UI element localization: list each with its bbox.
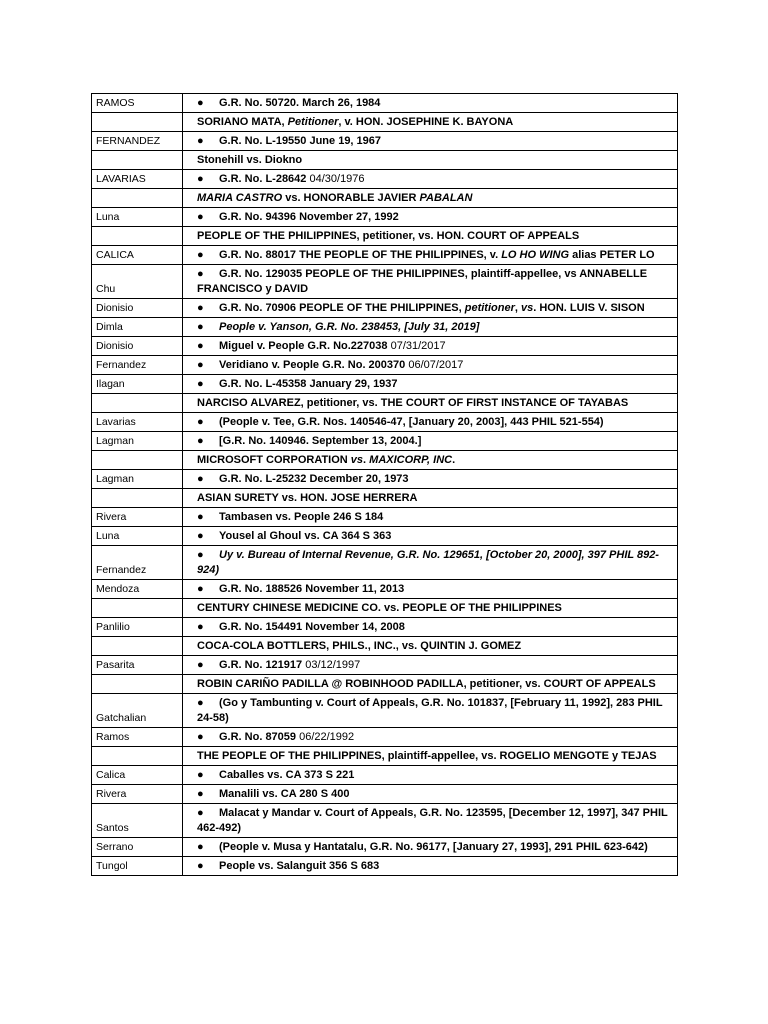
citation-text: (People v. Tee, G.R. Nos. 140546-47, [January 20, 2003], 443 PHIL 521-554) [219, 416, 604, 428]
citation-text: 07/31/2017 [390, 340, 446, 352]
assignee-name: Dionisio [92, 299, 183, 318]
table-row [92, 694, 678, 728]
table-row [92, 356, 678, 375]
table-row [92, 675, 678, 694]
case-citation [183, 94, 678, 113]
citation-text: vs. HONORABLE JAVIER [282, 192, 420, 204]
table-row [92, 546, 678, 580]
citation-text: COCA-COLA BOTTLERS, PHILS., INC., vs. QUINTIN J. GOMEZ [197, 640, 522, 652]
citation-text: G.R. No. L-28642 [219, 173, 310, 185]
assignee-name [92, 451, 183, 470]
table-row [92, 804, 678, 838]
case-citation [183, 170, 678, 189]
citation-text: G.R. No. 94396 November 27, 1992 [219, 211, 399, 223]
case-citation [183, 299, 678, 318]
assignee-name: Santos [92, 804, 183, 838]
citation-text: Miguel v. People G.R. No.227038 [219, 340, 391, 352]
table-row [92, 94, 678, 113]
citation-text: [G.R. No. 140946. September 13, 2004.] [219, 435, 422, 447]
assignee-name [92, 113, 183, 132]
assignee-name: Luna [92, 208, 183, 227]
assignee-name: Dionisio [92, 337, 183, 356]
citation-text: G.R. No. 87059 [219, 731, 300, 743]
bullet-icon: ● [197, 697, 204, 709]
assignee-name: FERNANDEZ [92, 132, 183, 151]
case-citation [183, 208, 678, 227]
assignee-name: Rivera [92, 785, 183, 804]
bullet-icon: ● [197, 378, 204, 390]
case-citation [183, 747, 678, 766]
bullet-icon: ● [197, 731, 204, 743]
bullet-icon: ● [197, 473, 204, 485]
case-citation [183, 246, 678, 265]
table-row [92, 785, 678, 804]
citation-text: , [514, 302, 521, 314]
citation-text: G.R. No. 188526 November 11, 2013 [219, 583, 405, 595]
citation-text: MARIA CASTRO [197, 192, 283, 204]
bullet-icon: ● [197, 340, 204, 352]
table-row [92, 375, 678, 394]
citation-text: G.R. No. L-19550 June 19, 1967 [219, 135, 382, 147]
citation-text: ASIAN SURETY vs. HON. JOSE HERRERA [197, 492, 418, 504]
citation-text: LO HO WING [501, 249, 570, 261]
citation-text: People vs. Salanguit 356 S 683 [219, 860, 380, 872]
citation-text: G.R. No. 50720. March 26, 1984 [219, 97, 381, 109]
bullet-icon: ● [197, 416, 204, 428]
assignee-name [92, 599, 183, 618]
case-citation [183, 508, 678, 527]
bullet-icon: ● [197, 249, 204, 261]
case-citation [183, 785, 678, 804]
table-row [92, 318, 678, 337]
bullet-icon: ● [197, 135, 204, 147]
assignee-name: LAVARIAS [92, 170, 183, 189]
citation-text: . [363, 454, 370, 466]
assignee-name [92, 489, 183, 508]
citation-text: People v. Yanson, G.R. No. 238453, [July 31, 2019] [219, 321, 480, 333]
assignee-name [92, 151, 183, 170]
citation-text: ROBIN CARIÑO PADILLA @ ROBINHOOD PADILLA, petitioner, vs. COURT OF APPEALS [197, 678, 656, 690]
bullet-icon: ● [197, 769, 204, 781]
bullet-icon: ● [197, 621, 204, 633]
assignee-name: CALICA [92, 246, 183, 265]
table-row [92, 189, 678, 208]
assignee-name [92, 675, 183, 694]
case-citation [183, 189, 678, 208]
table-row [92, 838, 678, 857]
table-row [92, 132, 678, 151]
bullet-icon: ● [197, 435, 204, 447]
table-row [92, 265, 678, 299]
bullet-icon: ● [197, 511, 204, 523]
assignee-name: RAMOS [92, 94, 183, 113]
case-citation [183, 580, 678, 599]
assignee-name: Ramos [92, 728, 183, 747]
table-row [92, 413, 678, 432]
citation-text: (People v. Musa y Hantatalu, G.R. No. 96177, [January 27, 1993], 291 PHIL 623-642) [219, 841, 648, 853]
assignee-name: Ilagan [92, 375, 183, 394]
case-citation [183, 113, 678, 132]
case-citation [183, 489, 678, 508]
bullet-icon: ● [197, 302, 204, 314]
table-row [92, 656, 678, 675]
citation-text: Petitioner [287, 116, 339, 128]
case-citation [183, 375, 678, 394]
assignee-name: Fernandez [92, 356, 183, 375]
case-citation [183, 728, 678, 747]
citation-text: petitioner [464, 302, 515, 314]
case-citation [183, 527, 678, 546]
table-row [92, 113, 678, 132]
table-row [92, 394, 678, 413]
bullet-icon: ● [197, 583, 204, 595]
citation-text: 06/22/1992 [299, 731, 355, 743]
bullet-icon: ● [197, 211, 204, 223]
assignee-name [92, 227, 183, 246]
case-citation [183, 413, 678, 432]
assignee-name: Luna [92, 527, 183, 546]
bullet-icon: ● [197, 97, 204, 109]
bullet-icon: ● [197, 659, 204, 671]
citation-text: THE PEOPLE OF THE PHILIPPINES, plaintiff-appellee, vs. ROGELIO MENGOTE y TEJAS [197, 750, 657, 762]
assignee-name: Mendoza [92, 580, 183, 599]
table-row [92, 337, 678, 356]
case-citation [183, 637, 678, 656]
bullet-icon: ● [197, 530, 204, 542]
citation-text: 06/07/2017 [408, 359, 464, 371]
bullet-icon: ● [197, 549, 204, 561]
case-citation [183, 337, 678, 356]
citation-text: PABALAN [419, 192, 473, 204]
table-row [92, 227, 678, 246]
citation-text: MICROSOFT CORPORATION [197, 454, 351, 466]
citation-text: G.R. No. 88017 THE PEOPLE OF THE PHILIPPINES, v. [219, 249, 502, 261]
case-citation [183, 656, 678, 675]
case-citation [183, 356, 678, 375]
case-citation [183, 599, 678, 618]
assignee-name: Lavarias [92, 413, 183, 432]
case-citation [183, 694, 678, 728]
table-row [92, 451, 678, 470]
assignee-name: Chu [92, 265, 183, 299]
citation-text: G.R. No. 154491 November 14, 2008 [219, 621, 405, 633]
table-row [92, 580, 678, 599]
assignee-name: Tungol [92, 857, 183, 876]
case-citation [183, 804, 678, 838]
table-row [92, 508, 678, 527]
citation-text: . HON. LUIS V. SISON [533, 302, 645, 314]
citation-text: alias PETER LO [569, 249, 655, 261]
citation-text: NARCISO ALVAREZ, petitioner, vs. THE COURT OF FIRST INSTANCE OF TAYABAS [197, 397, 629, 409]
citation-text: (Go y Tambunting v. Court of Appeals, G.R. No. 101837, [February 11, 1992], 283 PHIL 24-58) [197, 697, 663, 724]
citation-text: 04/30/1976 [309, 173, 365, 185]
citation-text: Manalili vs. CA 280 S 400 [219, 788, 350, 800]
assignee-name: Lagman [92, 432, 183, 451]
citation-text: vs [350, 454, 364, 466]
citation-text: G.R. No. 129035 PEOPLE OF THE PHILIPPINES, plaintiff-appellee, vs ANNABELLE FRANCISCO y DAVID [197, 268, 648, 295]
case-citation [183, 546, 678, 580]
citation-text: PEOPLE OF THE PHILIPPINES, petitioner, vs. HON. COURT OF APPEALS [197, 230, 580, 242]
table-row [92, 766, 678, 785]
assignee-name: Gatchalian [92, 694, 183, 728]
table-row [92, 527, 678, 546]
table-row [92, 489, 678, 508]
assignee-name: Dimla [92, 318, 183, 337]
case-citation [183, 618, 678, 637]
citation-text: G.R. No. L-25232 December 20, 1973 [219, 473, 409, 485]
citation-text: Tambasen vs. People 246 S 184 [219, 511, 384, 523]
bullet-icon: ● [197, 841, 204, 853]
case-citation [183, 318, 678, 337]
assignee-name: Fernandez [92, 546, 183, 580]
citation-text: G.R. No. 70906 PEOPLE OF THE PHILIPPINES, [219, 302, 465, 314]
assignee-name [92, 189, 183, 208]
table-row [92, 618, 678, 637]
table-row [92, 599, 678, 618]
citation-text: Veridiano v. People G.R. No. 200370 [219, 359, 409, 371]
citation-text: Yousel al Ghoul vs. CA 364 S 363 [219, 530, 392, 542]
bullet-icon: ● [197, 788, 204, 800]
case-table-body [92, 94, 678, 876]
case-assignment-table [91, 93, 678, 876]
case-citation [183, 132, 678, 151]
table-row [92, 857, 678, 876]
case-citation [183, 227, 678, 246]
assignee-name: Calica [92, 766, 183, 785]
bullet-icon: ● [197, 359, 204, 371]
citation-text: . [452, 454, 456, 466]
citation-text: Malacat y Mandar v. Court of Appeals, G.R. No. 123595, [December 12, 1997], 347 PHIL 462-492) [197, 807, 668, 834]
citation-text: Uy v. Bureau of Internal Revenue, G.R. No. 129651, [October 20, 2000], 397 PHIL 892-924) [197, 549, 659, 576]
case-citation [183, 675, 678, 694]
citation-text: Stonehill vs. Diokno [197, 154, 303, 166]
bullet-icon: ● [197, 173, 204, 185]
citation-text: G.R. No. 121917 [219, 659, 306, 671]
table-row [92, 470, 678, 489]
citation-text: MAXICORP, INC [369, 454, 453, 466]
assignee-name [92, 637, 183, 656]
citation-text: vs [520, 302, 534, 314]
case-citation [183, 857, 678, 876]
citation-text: CENTURY CHINESE MEDICINE CO. vs. PEOPLE OF THE PHILIPPINES [197, 602, 562, 614]
assignee-name: Lagman [92, 470, 183, 489]
table-row [92, 151, 678, 170]
table-row [92, 637, 678, 656]
case-citation [183, 151, 678, 170]
case-citation [183, 432, 678, 451]
bullet-icon: ● [197, 268, 204, 280]
citation-text: SORIANO MATA, [197, 116, 288, 128]
assignee-name: Pasarita [92, 656, 183, 675]
assignee-name: Rivera [92, 508, 183, 527]
table-row [92, 208, 678, 227]
table-row [92, 728, 678, 747]
assignee-name: Panlilio [92, 618, 183, 637]
table-row [92, 432, 678, 451]
bullet-icon: ● [197, 807, 204, 819]
citation-text: G.R. No. L-45358 January 29, 1937 [219, 378, 398, 390]
case-citation [183, 451, 678, 470]
table-row [92, 246, 678, 265]
citation-text: , v. HON. JOSEPHINE K. BAYONA [338, 116, 514, 128]
assignee-name [92, 394, 183, 413]
case-citation [183, 265, 678, 299]
table-row [92, 299, 678, 318]
citation-text: Caballes vs. CA 373 S 221 [219, 769, 355, 781]
table-row [92, 170, 678, 189]
bullet-icon: ● [197, 860, 204, 872]
bullet-icon: ● [197, 321, 204, 333]
assignee-name: Serrano [92, 838, 183, 857]
table-row [92, 747, 678, 766]
assignee-name [92, 747, 183, 766]
case-citation [183, 766, 678, 785]
citation-text: 03/12/1997 [305, 659, 361, 671]
case-citation [183, 394, 678, 413]
case-citation [183, 838, 678, 857]
case-citation [183, 470, 678, 489]
